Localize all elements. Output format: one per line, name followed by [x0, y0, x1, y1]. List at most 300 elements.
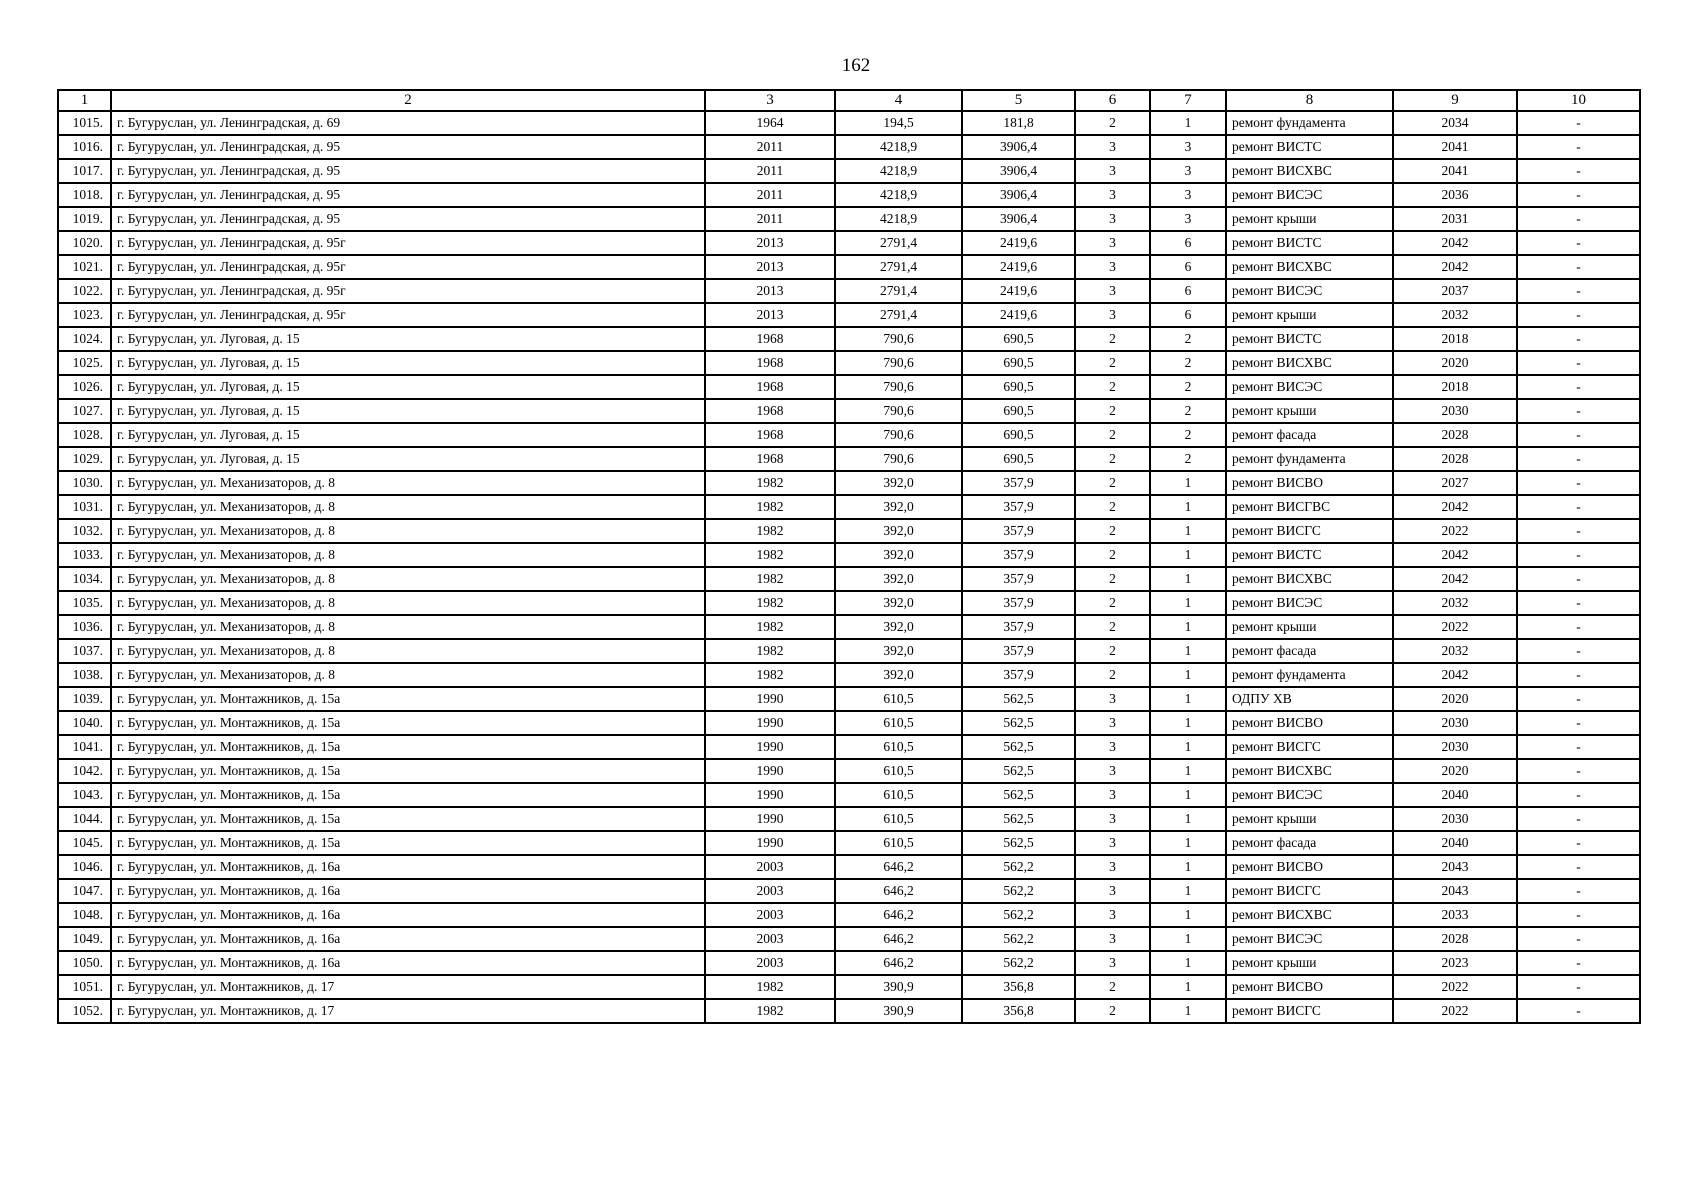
- total-area-cell: 392,0: [835, 471, 962, 495]
- entrances-cell: 1: [1150, 855, 1226, 879]
- table-row: [58, 759, 1640, 783]
- entrances-cell: 3: [1150, 207, 1226, 231]
- table-row: [58, 615, 1640, 639]
- year-built-cell: 1982: [705, 471, 835, 495]
- year-built-cell: 2011: [705, 159, 835, 183]
- note-cell: -: [1517, 399, 1640, 423]
- table-row: [58, 903, 1640, 927]
- table-row: [58, 471, 1640, 495]
- table-row: [58, 303, 1640, 327]
- year-built-cell: 1990: [705, 735, 835, 759]
- entrances-cell: 3: [1150, 159, 1226, 183]
- total-area-cell: 790,6: [835, 327, 962, 351]
- address-cell: г. Бугуруслан, ул. Луговая, д. 15: [111, 351, 705, 375]
- work-type-cell: ремонт ВИСВО: [1226, 975, 1393, 999]
- year-built-cell: 1990: [705, 711, 835, 735]
- planned-year-cell: 2030: [1393, 807, 1517, 831]
- note-cell: -: [1517, 375, 1640, 399]
- entrances-cell: 1: [1150, 543, 1226, 567]
- row-number-cell: 1026.: [58, 375, 111, 399]
- entrances-cell: 6: [1150, 279, 1226, 303]
- address-cell: г. Бугуруслан, ул. Механизаторов, д. 8: [111, 639, 705, 663]
- floors-cell: 3: [1075, 303, 1150, 327]
- row-number-cell: 1023.: [58, 303, 111, 327]
- planned-year-cell: 2028: [1393, 423, 1517, 447]
- note-cell: -: [1517, 999, 1640, 1023]
- living-area-cell: 690,5: [962, 351, 1075, 375]
- total-area-cell: 2791,4: [835, 231, 962, 255]
- note-cell: -: [1517, 423, 1640, 447]
- table-row: [58, 375, 1640, 399]
- year-built-cell: 1982: [705, 999, 835, 1023]
- total-area-cell: 646,2: [835, 951, 962, 975]
- year-built-cell: 1990: [705, 783, 835, 807]
- floors-cell: 2: [1075, 423, 1150, 447]
- entrances-cell: 1: [1150, 903, 1226, 927]
- living-area-cell: 357,9: [962, 471, 1075, 495]
- address-cell: г. Бугуруслан, ул. Монтажников, д. 16а: [111, 927, 705, 951]
- address-cell: г. Бугуруслан, ул. Ленинградская, д. 95: [111, 159, 705, 183]
- address-cell: г. Бугуруслан, ул. Монтажников, д. 16а: [111, 903, 705, 927]
- floors-cell: 2: [1075, 519, 1150, 543]
- address-cell: г. Бугуруслан, ул. Механизаторов, д. 8: [111, 567, 705, 591]
- total-area-cell: 790,6: [835, 351, 962, 375]
- address-cell: г. Бугуруслан, ул. Ленинградская, д. 95: [111, 207, 705, 231]
- living-area-cell: 690,5: [962, 423, 1075, 447]
- entrances-cell: 1: [1150, 567, 1226, 591]
- total-area-cell: 790,6: [835, 399, 962, 423]
- work-type-cell: ремонт крыши: [1226, 615, 1393, 639]
- total-area-cell: 392,0: [835, 519, 962, 543]
- row-number-cell: 1052.: [58, 999, 111, 1023]
- floors-cell: 3: [1075, 951, 1150, 975]
- year-built-cell: 1982: [705, 639, 835, 663]
- living-area-cell: 356,8: [962, 975, 1075, 999]
- row-number-cell: 1017.: [58, 159, 111, 183]
- column-header-3: 3: [705, 90, 835, 111]
- planned-year-cell: 2032: [1393, 303, 1517, 327]
- year-built-cell: 1982: [705, 615, 835, 639]
- entrances-cell: 1: [1150, 663, 1226, 687]
- work-type-cell: ремонт ВИСГС: [1226, 519, 1393, 543]
- total-area-cell: 392,0: [835, 495, 962, 519]
- total-area-cell: 610,5: [835, 687, 962, 711]
- table-row: [58, 855, 1640, 879]
- address-cell: г. Бугуруслан, ул. Механизаторов, д. 8: [111, 591, 705, 615]
- planned-year-cell: 2023: [1393, 951, 1517, 975]
- planned-year-cell: 2042: [1393, 567, 1517, 591]
- total-area-cell: 4218,9: [835, 207, 962, 231]
- table-row: [58, 975, 1640, 999]
- floors-cell: 2: [1075, 543, 1150, 567]
- table-row: [58, 543, 1640, 567]
- entrances-cell: 1: [1150, 879, 1226, 903]
- table-body: [58, 111, 1640, 1023]
- planned-year-cell: 2036: [1393, 183, 1517, 207]
- address-cell: г. Бугуруслан, ул. Луговая, д. 15: [111, 423, 705, 447]
- note-cell: -: [1517, 255, 1640, 279]
- address-cell: г. Бугуруслан, ул. Луговая, д. 15: [111, 447, 705, 471]
- table-row: [58, 495, 1640, 519]
- column-header-5: 5: [962, 90, 1075, 111]
- year-built-cell: 1990: [705, 807, 835, 831]
- planned-year-cell: 2020: [1393, 687, 1517, 711]
- row-number-cell: 1042.: [58, 759, 111, 783]
- page-number: 162: [841, 55, 871, 76]
- total-area-cell: 4218,9: [835, 183, 962, 207]
- planned-year-cell: 2043: [1393, 855, 1517, 879]
- column-header-2: 2: [111, 90, 705, 111]
- living-area-cell: 562,2: [962, 927, 1075, 951]
- entrances-cell: 1: [1150, 591, 1226, 615]
- column-header-7: 7: [1150, 90, 1226, 111]
- work-type-cell: ремонт фундамента: [1226, 663, 1393, 687]
- year-built-cell: 1982: [705, 567, 835, 591]
- planned-year-cell: 2020: [1393, 351, 1517, 375]
- total-area-cell: 646,2: [835, 879, 962, 903]
- note-cell: -: [1517, 135, 1640, 159]
- table-row: [58, 207, 1640, 231]
- living-area-cell: 690,5: [962, 375, 1075, 399]
- work-type-cell: ремонт ВИСХВС: [1226, 351, 1393, 375]
- row-number-cell: 1020.: [58, 231, 111, 255]
- note-cell: -: [1517, 231, 1640, 255]
- work-type-cell: ремонт ВИСХВС: [1226, 903, 1393, 927]
- year-built-cell: 1990: [705, 687, 835, 711]
- row-number-cell: 1036.: [58, 615, 111, 639]
- table-row: [58, 735, 1640, 759]
- note-cell: -: [1517, 591, 1640, 615]
- entrances-cell: 6: [1150, 231, 1226, 255]
- living-area-cell: 562,2: [962, 879, 1075, 903]
- note-cell: -: [1517, 783, 1640, 807]
- row-number-cell: 1021.: [58, 255, 111, 279]
- entrances-cell: 1: [1150, 471, 1226, 495]
- work-type-cell: ремонт крыши: [1226, 303, 1393, 327]
- note-cell: -: [1517, 759, 1640, 783]
- floors-cell: 3: [1075, 903, 1150, 927]
- note-cell: -: [1517, 495, 1640, 519]
- total-area-cell: 392,0: [835, 663, 962, 687]
- work-type-cell: ремонт крыши: [1226, 807, 1393, 831]
- floors-cell: 3: [1075, 759, 1150, 783]
- planned-year-cell: 2042: [1393, 495, 1517, 519]
- planned-year-cell: 2031: [1393, 207, 1517, 231]
- note-cell: -: [1517, 855, 1640, 879]
- work-type-cell: ремонт ВИСЭС: [1226, 927, 1393, 951]
- table-row: [58, 999, 1640, 1023]
- year-built-cell: 2013: [705, 303, 835, 327]
- planned-year-cell: 2037: [1393, 279, 1517, 303]
- row-number-cell: 1037.: [58, 639, 111, 663]
- table-row: [58, 159, 1640, 183]
- address-cell: г. Бугуруслан, ул. Луговая, д. 15: [111, 399, 705, 423]
- year-built-cell: 2003: [705, 879, 835, 903]
- planned-year-cell: 2042: [1393, 255, 1517, 279]
- work-type-cell: ОДПУ ХВ: [1226, 687, 1393, 711]
- living-area-cell: 2419,6: [962, 231, 1075, 255]
- planned-year-cell: 2022: [1393, 999, 1517, 1023]
- work-type-cell: ремонт ВИСВО: [1226, 711, 1393, 735]
- entrances-cell: 1: [1150, 807, 1226, 831]
- year-built-cell: 1968: [705, 447, 835, 471]
- table-row: [58, 399, 1640, 423]
- table-row: [58, 831, 1640, 855]
- floors-cell: 2: [1075, 567, 1150, 591]
- note-cell: -: [1517, 327, 1640, 351]
- planned-year-cell: 2027: [1393, 471, 1517, 495]
- total-area-cell: 392,0: [835, 639, 962, 663]
- table-row: [58, 663, 1640, 687]
- total-area-cell: 390,9: [835, 999, 962, 1023]
- entrances-cell: 3: [1150, 135, 1226, 159]
- planned-year-cell: 2030: [1393, 399, 1517, 423]
- table-row: [58, 567, 1640, 591]
- row-number-cell: 1035.: [58, 591, 111, 615]
- repair-schedule-table: [57, 89, 1641, 1024]
- address-cell: г. Бугуруслан, ул. Ленинградская, д. 95: [111, 183, 705, 207]
- floors-cell: 3: [1075, 255, 1150, 279]
- living-area-cell: 562,2: [962, 855, 1075, 879]
- entrances-cell: 1: [1150, 783, 1226, 807]
- address-cell: г. Бугуруслан, ул. Ленинградская, д. 69: [111, 111, 705, 135]
- total-area-cell: 790,6: [835, 423, 962, 447]
- floors-cell: 2: [1075, 351, 1150, 375]
- row-number-cell: 1040.: [58, 711, 111, 735]
- address-cell: г. Бугуруслан, ул. Луговая, д. 15: [111, 327, 705, 351]
- row-number-cell: 1046.: [58, 855, 111, 879]
- work-type-cell: ремонт ВИСХВС: [1226, 255, 1393, 279]
- work-type-cell: ремонт ВИСГС: [1226, 879, 1393, 903]
- living-area-cell: 690,5: [962, 399, 1075, 423]
- floors-cell: 3: [1075, 135, 1150, 159]
- year-built-cell: 1982: [705, 591, 835, 615]
- work-type-cell: ремонт ВИСЭС: [1226, 183, 1393, 207]
- entrances-cell: 1: [1150, 111, 1226, 135]
- address-cell: г. Бугуруслан, ул. Монтажников, д. 16а: [111, 879, 705, 903]
- work-type-cell: ремонт ВИСТС: [1226, 327, 1393, 351]
- living-area-cell: 2419,6: [962, 303, 1075, 327]
- address-cell: г. Бугуруслан, ул. Монтажников, д. 16а: [111, 951, 705, 975]
- floors-cell: 3: [1075, 279, 1150, 303]
- planned-year-cell: 2042: [1393, 543, 1517, 567]
- floors-cell: 3: [1075, 807, 1150, 831]
- row-number-cell: 1032.: [58, 519, 111, 543]
- note-cell: -: [1517, 159, 1640, 183]
- entrances-cell: 1: [1150, 759, 1226, 783]
- year-built-cell: 2003: [705, 903, 835, 927]
- total-area-cell: 646,2: [835, 903, 962, 927]
- address-cell: г. Бугуруслан, ул. Монтажников, д. 15а: [111, 735, 705, 759]
- work-type-cell: ремонт ВИСЭС: [1226, 783, 1393, 807]
- address-cell: г. Бугуруслан, ул. Монтажников, д. 16а: [111, 855, 705, 879]
- total-area-cell: 2791,4: [835, 279, 962, 303]
- floors-cell: 3: [1075, 687, 1150, 711]
- address-cell: г. Бугуруслан, ул. Ленинградская, д. 95г: [111, 255, 705, 279]
- note-cell: -: [1517, 207, 1640, 231]
- table-row: [58, 255, 1640, 279]
- entrances-cell: 2: [1150, 351, 1226, 375]
- work-type-cell: ремонт крыши: [1226, 951, 1393, 975]
- entrances-cell: 1: [1150, 951, 1226, 975]
- floors-cell: 2: [1075, 495, 1150, 519]
- table-row: [58, 783, 1640, 807]
- floors-cell: 3: [1075, 711, 1150, 735]
- row-number-cell: 1022.: [58, 279, 111, 303]
- living-area-cell: 357,9: [962, 591, 1075, 615]
- row-number-cell: 1018.: [58, 183, 111, 207]
- year-built-cell: 2003: [705, 927, 835, 951]
- living-area-cell: 2419,6: [962, 255, 1075, 279]
- total-area-cell: 610,5: [835, 735, 962, 759]
- living-area-cell: 357,9: [962, 495, 1075, 519]
- living-area-cell: 562,5: [962, 711, 1075, 735]
- row-number-cell: 1029.: [58, 447, 111, 471]
- planned-year-cell: 2028: [1393, 447, 1517, 471]
- planned-year-cell: 2041: [1393, 159, 1517, 183]
- row-number-cell: 1030.: [58, 471, 111, 495]
- floors-cell: 2: [1075, 999, 1150, 1023]
- address-cell: г. Бугуруслан, ул. Ленинградская, д. 95: [111, 135, 705, 159]
- work-type-cell: ремонт крыши: [1226, 399, 1393, 423]
- planned-year-cell: 2042: [1393, 663, 1517, 687]
- total-area-cell: 790,6: [835, 447, 962, 471]
- year-built-cell: 1990: [705, 759, 835, 783]
- planned-year-cell: 2022: [1393, 519, 1517, 543]
- note-cell: -: [1517, 519, 1640, 543]
- year-built-cell: 1982: [705, 495, 835, 519]
- note-cell: -: [1517, 711, 1640, 735]
- note-cell: -: [1517, 951, 1640, 975]
- entrances-cell: 2: [1150, 423, 1226, 447]
- floors-cell: 2: [1075, 663, 1150, 687]
- planned-year-cell: 2043: [1393, 879, 1517, 903]
- address-cell: г. Бугуруслан, ул. Монтажников, д. 17: [111, 975, 705, 999]
- address-cell: г. Бугуруслан, ул. Монтажников, д. 15а: [111, 807, 705, 831]
- note-cell: -: [1517, 807, 1640, 831]
- entrances-cell: 1: [1150, 975, 1226, 999]
- floors-cell: 2: [1075, 447, 1150, 471]
- year-built-cell: 1982: [705, 975, 835, 999]
- entrances-cell: 1: [1150, 831, 1226, 855]
- year-built-cell: 1968: [705, 399, 835, 423]
- year-built-cell: 2011: [705, 207, 835, 231]
- total-area-cell: 392,0: [835, 591, 962, 615]
- note-cell: -: [1517, 831, 1640, 855]
- table-row: [58, 231, 1640, 255]
- planned-year-cell: 2028: [1393, 927, 1517, 951]
- planned-year-cell: 2032: [1393, 591, 1517, 615]
- address-cell: г. Бугуруслан, ул. Монтажников, д. 15а: [111, 687, 705, 711]
- entrances-cell: 1: [1150, 495, 1226, 519]
- entrances-cell: 1: [1150, 735, 1226, 759]
- work-type-cell: ремонт ВИСТС: [1226, 543, 1393, 567]
- entrances-cell: 6: [1150, 255, 1226, 279]
- work-type-cell: ремонт ВИСТС: [1226, 135, 1393, 159]
- year-built-cell: 1968: [705, 423, 835, 447]
- living-area-cell: 357,9: [962, 543, 1075, 567]
- row-number-cell: 1049.: [58, 927, 111, 951]
- living-area-cell: 357,9: [962, 567, 1075, 591]
- total-area-cell: 646,2: [835, 927, 962, 951]
- year-built-cell: 2013: [705, 255, 835, 279]
- planned-year-cell: 2034: [1393, 111, 1517, 135]
- entrances-cell: 2: [1150, 375, 1226, 399]
- entrances-cell: 2: [1150, 399, 1226, 423]
- row-number-cell: 1038.: [58, 663, 111, 687]
- row-number-cell: 1050.: [58, 951, 111, 975]
- living-area-cell: 357,9: [962, 663, 1075, 687]
- entrances-cell: 2: [1150, 327, 1226, 351]
- year-built-cell: 1982: [705, 663, 835, 687]
- floors-cell: 2: [1075, 975, 1150, 999]
- note-cell: -: [1517, 903, 1640, 927]
- table-row: [58, 183, 1640, 207]
- table-row: [58, 447, 1640, 471]
- planned-year-cell: 2040: [1393, 783, 1517, 807]
- total-area-cell: 392,0: [835, 567, 962, 591]
- work-type-cell: ремонт ВИСГС: [1226, 735, 1393, 759]
- floors-cell: 2: [1075, 639, 1150, 663]
- floors-cell: 2: [1075, 375, 1150, 399]
- address-cell: г. Бугуруслан, ул. Монтажников, д. 17: [111, 999, 705, 1023]
- note-cell: -: [1517, 687, 1640, 711]
- table-row: [58, 591, 1640, 615]
- address-cell: г. Бугуруслан, ул. Ленинградская, д. 95г: [111, 303, 705, 327]
- living-area-cell: 357,9: [962, 615, 1075, 639]
- work-type-cell: ремонт крыши: [1226, 207, 1393, 231]
- table-row: [58, 687, 1640, 711]
- floors-cell: 3: [1075, 231, 1150, 255]
- total-area-cell: 610,5: [835, 807, 962, 831]
- total-area-cell: 610,5: [835, 711, 962, 735]
- row-number-cell: 1045.: [58, 831, 111, 855]
- total-area-cell: 392,0: [835, 543, 962, 567]
- row-number-cell: 1048.: [58, 903, 111, 927]
- row-number-cell: 1024.: [58, 327, 111, 351]
- living-area-cell: 562,2: [962, 903, 1075, 927]
- planned-year-cell: 2030: [1393, 711, 1517, 735]
- living-area-cell: 356,8: [962, 999, 1075, 1023]
- work-type-cell: ремонт ВИСВО: [1226, 471, 1393, 495]
- table-row: [58, 279, 1640, 303]
- address-cell: г. Бугуруслан, ул. Ленинградская, д. 95г: [111, 279, 705, 303]
- floors-cell: 3: [1075, 783, 1150, 807]
- entrances-cell: 1: [1150, 615, 1226, 639]
- column-header-10: 10: [1517, 90, 1640, 111]
- address-cell: г. Бугуруслан, ул. Монтажников, д. 15а: [111, 759, 705, 783]
- note-cell: -: [1517, 615, 1640, 639]
- year-built-cell: 1968: [705, 327, 835, 351]
- note-cell: -: [1517, 879, 1640, 903]
- table-row: [58, 327, 1640, 351]
- floors-cell: 2: [1075, 327, 1150, 351]
- living-area-cell: 562,5: [962, 807, 1075, 831]
- planned-year-cell: 2032: [1393, 639, 1517, 663]
- row-number-cell: 1028.: [58, 423, 111, 447]
- entrances-cell: 1: [1150, 999, 1226, 1023]
- floors-cell: 2: [1075, 111, 1150, 135]
- row-number-cell: 1051.: [58, 975, 111, 999]
- living-area-cell: 562,5: [962, 783, 1075, 807]
- note-cell: -: [1517, 975, 1640, 999]
- table-row: [58, 639, 1640, 663]
- note-cell: -: [1517, 735, 1640, 759]
- floors-cell: 2: [1075, 471, 1150, 495]
- table-row: [58, 807, 1640, 831]
- year-built-cell: 2013: [705, 279, 835, 303]
- living-area-cell: 3906,4: [962, 159, 1075, 183]
